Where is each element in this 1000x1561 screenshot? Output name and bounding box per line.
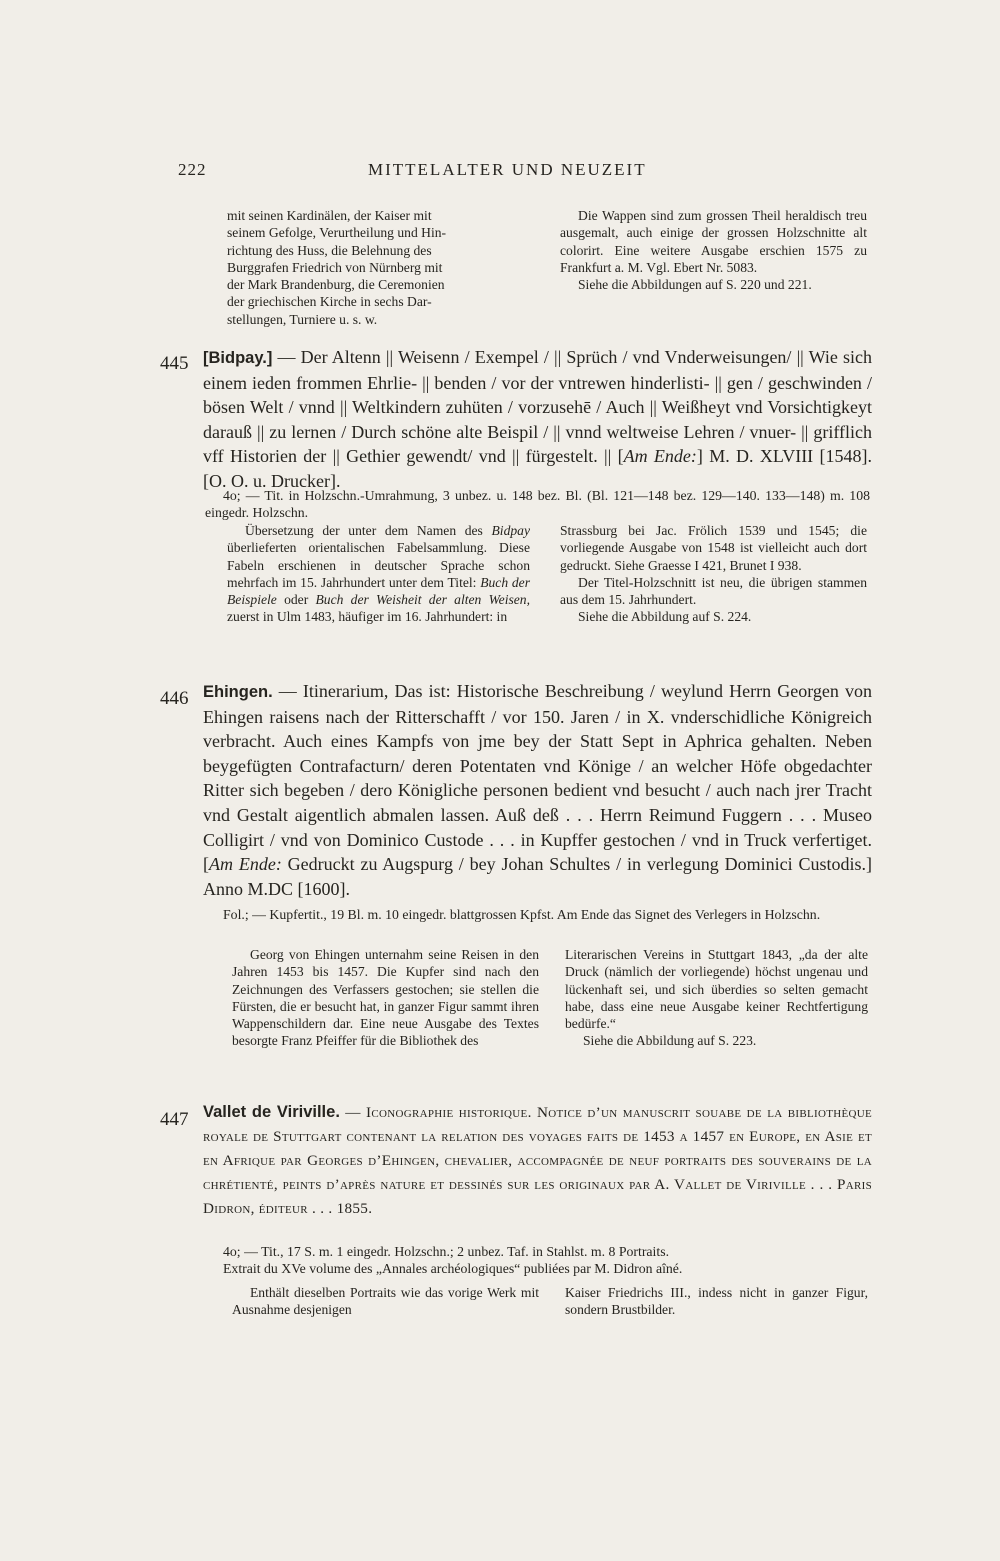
text-run: überlieferten orientalischen Fabelsammlung. Diese Fabeln erschienen in deutscher Sprache schon mehrfach im 15. Jahrhundert unter dem Titel: (227, 540, 530, 590)
collation-445 (205, 487, 870, 521)
collation-446 (205, 906, 870, 923)
text-line: der Mark Brandenburg, die Ceremonien (227, 277, 445, 293)
text-line: Burggrafen Friedrich von Nürnberg mit (227, 259, 443, 275)
running-title: MITTELALTER UND NEUZEIT (368, 160, 647, 179)
continuation-right-column (560, 207, 867, 293)
catalog-entry-445 (160, 345, 872, 494)
catalog-entry-447 (160, 1100, 872, 1221)
colophon-bracket: [ (203, 854, 209, 875)
entry-title (203, 1100, 872, 1221)
paragraph: Enthält dieselben Portraits wie das vorige Werk mit Ausnahme desjenigen (232, 1285, 539, 1318)
running-header (178, 160, 878, 184)
paragraph: Die Wappen sind zum grossen Theil heraldisch treu ausgemalt, auch einige der grossen Holzschnitte alt colorirt. Eine weitere Ausgabe erschien 1575 zu Frankfurt a. M. Vgl. Ebert Nr. 5083. (560, 208, 867, 275)
entry-headword: [Bidpay.] (203, 349, 273, 367)
italic-run: Buch der Beispiele (227, 574, 530, 608)
continuation-left-column (227, 207, 530, 328)
text-line: der griechischen Kirche in sechs Dar- (227, 294, 432, 310)
text-line: seinem Gefolge, Verurtheilung und Hin- (227, 225, 447, 241)
paragraph: Strassburg bei Jac. Frölich 1539 und 1545; die vorliegende Ausgabe von 1548 ist vielleicht auch dort gedruckt. Siehe Graesse I 421, Brunet I 938. (560, 523, 867, 573)
paragraph: Der Titel-Holzschnitt ist neu, die übrigen stammen aus dem 15. Jahrhundert. (560, 574, 867, 608)
page-number: 222 (178, 160, 207, 179)
entry-headword: Vallet de Viriville. (203, 1103, 340, 1121)
note-right-446 (565, 946, 868, 1050)
paragraph: Literarischen Vereins in Stuttgart 1843, „da der alte Druck (nämlich der vorliegende) höchst ungenau und lückenhaft sei, und sich überdies so selten gemacht habe, dass eine neue Ausgabe keiner Rechtfertigung bedürfe.“ (565, 947, 868, 1032)
colophon-bracket: [ (617, 446, 624, 467)
note-left-445 (227, 522, 530, 626)
paragraph: Siehe die Abbildung auf S. 224. (578, 609, 752, 625)
collation-text: Extrait du XVe volume des „Annales archéologiques“ publiées par M. Didron aîné. (223, 1261, 683, 1276)
collation-text: 4o; — Tit., 17 S. m. 1 eingedr. Holzschn.; 2 unbez. Taf. in Stahlst. m. 8 Portraits. (223, 1244, 670, 1259)
paragraph: Kaiser Friedrichs III., indess nicht in ganzer Figur, sondern Brustbilder. (565, 1285, 868, 1318)
title-text: — Iconographie historique. Notice d’un manuscrit souabe de la bibliothèque royale de Stuttgart contenant la relation des voyages faits de 1453 a 1457 en Europe, en Asie et en Afrique par Georges d’Ehingen, chevalier, accompagnée de neuf portraits des souverains de la chrétienté, peints d’après nature et dessinés sur les originaux par A. Vallet de Viriville . . . Paris Didron, éditeur . . . 1855. (203, 1104, 873, 1217)
note-left-446 (232, 946, 539, 1050)
colophon-label: Am Ende: (623, 446, 697, 467)
paragraph (227, 522, 530, 626)
title-text: — Itinerarium, Das ist: Historische Beschreibung / weylund Herrn Georgen von Ehingen raisens nach der Ritterschafft / vor 150. Jaren / in X. vnderschidliche Königreich verbracht. Auch eines Kampfs von jme bey der Statt Sept in Aphrica gehalten. Neben beygefügten Contrafacturn/ deren Potentaten vnd Könige / an welcher Höfe obgedachter Ritter sich begeben / dero Königliche personen bedient vnd besucht / auch nach jrer Tracht vnd Gestalt aigentlich abmalen lassen. Auß deß . . . Herrn Reimund Fuggern . . . Museo Colligirt / vnd von Dominico Custode . . . in Kupffer gestochen / vnd in Truck verfertiget. (203, 681, 872, 850)
text-run: Übersetzung der unter dem Namen des (245, 523, 492, 538)
colophon-text: Gedruckt zu Augspurg / bey Johan Schultes / in verlegung Dominici Custodis.] Anno M.DC [1600]. (203, 854, 872, 899)
note-right-445 (560, 522, 867, 626)
entry-title (203, 679, 872, 901)
catalog-entry-446 (160, 679, 872, 901)
title-text: — Der Altenn || Weisenn / Exempel / || Sprüch / vnd Vnderweisungen/ || Wie sich einem ieden frommen Ehrlie- || benden / vor der vntrewen hinderlisti- || gen / geschwinden / bösen Welt / vnnd || Weltkindern zuhüten / vorzusehē / Auch || Weißheyt vnd Vorsichtigkeyt darauß || zu lernen / Durch schöne alte Beispil / || vnnd weltweise Lehren / vnuer- || grifflich vff Historien der || Gethier gewendt/ vnd || fürgestelt. || (203, 347, 872, 467)
collation-447 (205, 1243, 870, 1277)
colophon-text: ] M. D. XLVIII [1548]. [O. O. u. Drucker]. (203, 446, 872, 491)
colophon-label: Am Ende: (209, 854, 282, 875)
note-right-447 (565, 1284, 868, 1319)
entry-number: 445 (160, 353, 189, 374)
collation-text: 4o; — Tit. in Holzschn.-Umrahmung, 3 unbez. u. 148 bez. Bl. (Bl. 121—148 bez. 129—140. 133—148) m. 108 eingedr. Holzschn. (205, 488, 870, 520)
text-run: oder (276, 592, 316, 608)
text-run: zuerst in Ulm 1483, häufiger im 16. Jahrhundert: in (227, 609, 508, 625)
note-left-447 (232, 1284, 539, 1319)
italic-run: Buch der Weisheit der alten Weisen, (315, 592, 530, 608)
paragraph: Siehe die Abbildungen auf S. 220 und 221. (578, 277, 812, 293)
paragraph: Georg von Ehingen unternahm seine Reisen in den Jahren 1453 bis 1457. Die Kupfer sind nach den Zeichnungen des Verfassers gestochen; sie stellen die Fürsten, die er besucht hat, in ganzer Figur sammt ihren Wappenschildern dar. Eine neue Ausgabe des Textes besorgte Franz Pfeiffer für die Bibliothek des (232, 947, 539, 1049)
text-line: mit seinen Kardinälen, der Kaiser mit (227, 208, 432, 223)
paragraph: Siehe die Abbildung auf S. 223. (583, 1033, 757, 1049)
text-line: stellungen, Turniere u. s. w. (227, 311, 378, 327)
italic-run: Bidpay (491, 523, 530, 538)
entry-number: 446 (160, 688, 189, 709)
entry-title (203, 345, 872, 494)
entry-headword: Ehingen. (203, 683, 273, 701)
entry-number: 447 (160, 1109, 189, 1130)
text-line: richtung des Huss, die Belehnung des (227, 242, 432, 258)
collation-text: Fol.; — Kupfertit., 19 Bl. m. 10 eingedr. blattgrossen Kpfst. Am Ende das Signet des Verlegers in Holzschn. (223, 907, 821, 922)
